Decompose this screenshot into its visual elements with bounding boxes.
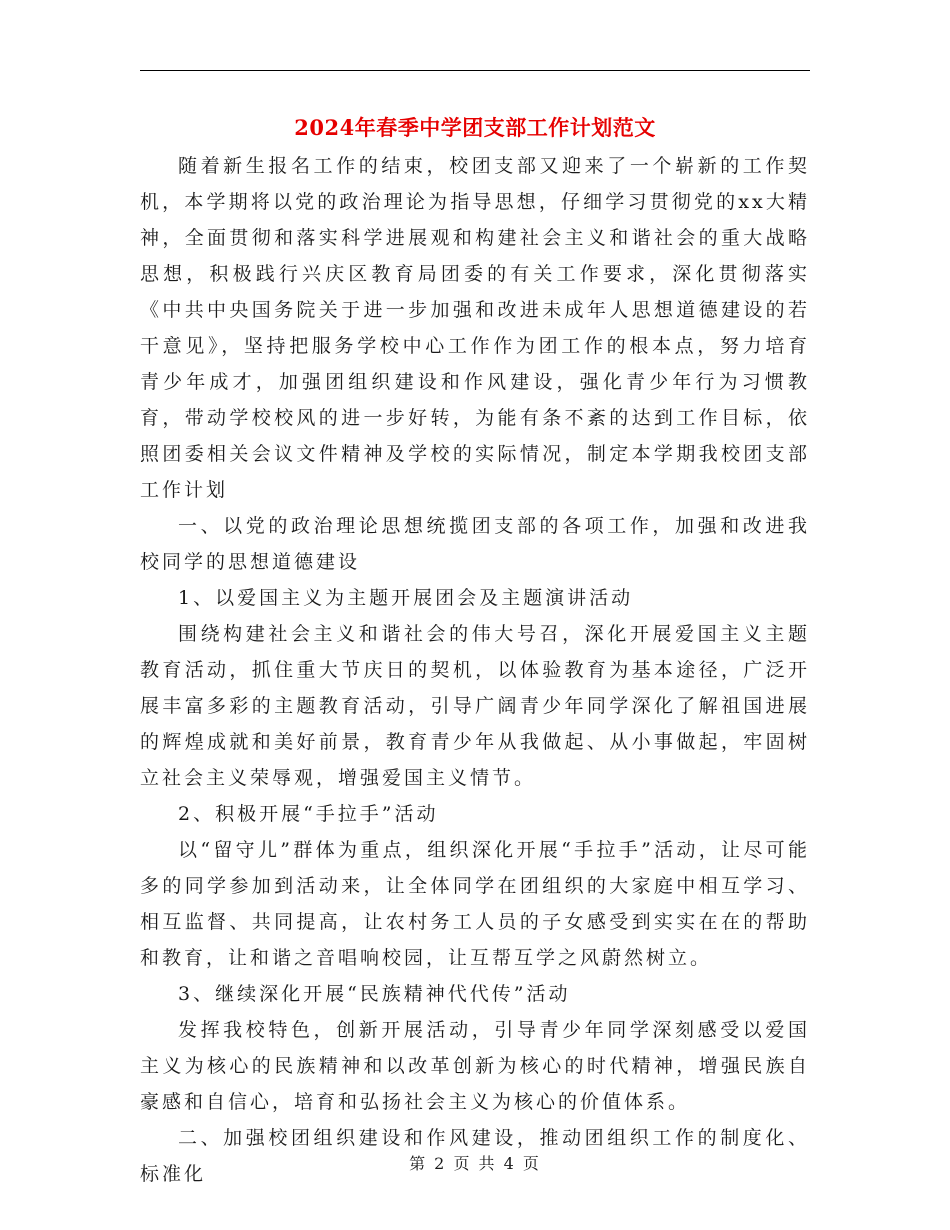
page-number: 第 2 页 共 4 页 <box>409 1154 541 1173</box>
body-paragraph: 以“留守儿”群体为重点，组织深化开展“手拉手”活动，让尽可能多的同学参加到活动来，让全体同学在团组织的大家庭中相互学习、相互监督、共同提高，让农村务工人员的子女感受到实实在在的帮助和教育，让和谐之音唱响校园，让互帮互学之风蔚然树立。 <box>140 839 810 969</box>
subsection-heading: 3、继续深化开展“民族精神代代传”活动 <box>178 983 571 1005</box>
document-title: 2024年春季中学团支部工作计划范文 <box>294 115 656 140</box>
section-heading: 二、加强校团组织建设和作风建设，推动团组织工作的制度化、标准化 <box>140 1127 810 1185</box>
subsection-heading: 2、积极开展“手拉手”活动 <box>178 803 439 825</box>
body-paragraph: 随着新生报名工作的结束，校团支部又迎来了一个崭新的工作契机，本学期将以党的政治理论为指导思想，仔细学习贯彻党的xx大精神，全面贯彻和落实科学进展观和构建社会主义和谐社会的重大战略思想，积极践行兴庆区教育局团委的有关工作要求，深化贯彻落实《中共中央国务院关于进一步加强和改进未成年人思想道德建设的若干意见》，坚持把服务学校中心工作作为团工作的根本点，努力培育青少年成才，加强团组织建设和作风建设，强化青少年行为习惯教育，带动学校校风的进一步好转，为能有条不紊的达到工作目标，依照团委相关会议文件精神及学校的实际情况，制定本学期我校团支部工作计划 <box>140 155 810 501</box>
subsection-heading: 1、以爱国主义为主题开展团会及主题演讲活动 <box>178 587 634 609</box>
section-heading: 一、以党的政治理论思想统揽团支部的各项工作，加强和改进我校同学的思想道德建设 <box>140 515 810 573</box>
document-body <box>140 148 810 1192</box>
header-rule <box>140 70 810 71</box>
body-paragraph: 围绕构建社会主义和谐社会的伟大号召，深化开展爱国主义主题教育活动，抓住重大节庆日的契机，以体验教育为基本途径，广泛开展丰富多彩的主题教育活动，引导广阔青少年同学深化了解祖国进展的辉煌成就和美好前景，教育青少年从我做起、从小事做起，牢固树立社会主义荣辱观，增强爱国主义情节。 <box>140 623 810 789</box>
body-paragraph: 发挥我校特色，创新开展活动，引导青少年同学深刻感受以爱国主义为核心的民族精神和以改革创新为核心的时代精神，增强民族自豪感和自信心，培育和弘扬社会主义为核心的价值体系。 <box>140 1019 810 1113</box>
